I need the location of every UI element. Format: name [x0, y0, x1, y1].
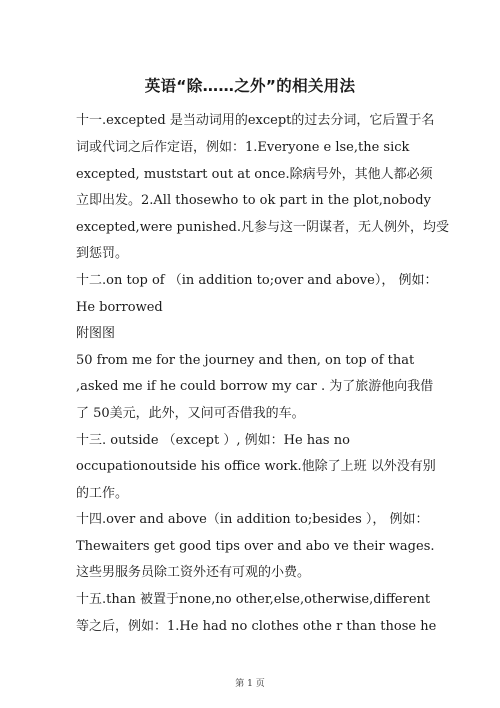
- image-placeholder-label: 附图图: [76, 326, 116, 341]
- text-line: 50 from me for the journey and then, on top of that: [76, 353, 415, 368]
- document-title: 英语“除……之外”的相关用法: [144, 77, 356, 95]
- text-line: 词或代词之后作定语，例如：1.Everyone e lse,the sick: [76, 140, 410, 155]
- text-line: 的工作。: [76, 486, 129, 501]
- text-line: 到惩罚。: [76, 246, 129, 261]
- text-line: 这些男服务员除工资外还有可观的小费。: [76, 565, 311, 580]
- text-line: ,asked me if he could borrow my car . 为了旅游他向我借: [76, 379, 434, 394]
- text-line: 了 50美元，此外，又问可否借我的车。: [76, 406, 305, 421]
- page-number: 第 1 页: [235, 679, 265, 689]
- text-line: 十四.over and above（in addition to;besides ）， 例如：: [76, 512, 429, 527]
- text-line: excepted, muststart out at once.除病号外，其他人都必须: [76, 167, 433, 182]
- text-line: Thewaiters get good tips over and abo ve their wages.: [76, 539, 435, 554]
- text-line: 等之后，例如：1.He had no clothes othe r than those he: [76, 619, 437, 634]
- text-line: 十一.excepted 是当动词用的except的过去分词，它后置于名: [76, 113, 435, 128]
- text-line: He borrowed: [76, 300, 163, 315]
- text-line: excepted,were punished.凡参与这一阴谋者，无人例外，均受: [76, 220, 449, 235]
- text-line: 十五.than 被置于none,no other,else,otherwise,different: [76, 592, 431, 607]
- text-line: occupationoutside his office work.他除了上班 以外没有别: [76, 459, 436, 474]
- text-line: 十三. outside （except ）, 例如：He has no: [76, 433, 350, 448]
- text-line: 十二.on top of （in addition to;over and above）， 例如：: [76, 273, 438, 288]
- text-line: 立即出发。2.All thosewho to ok part in the plot,nobody: [76, 193, 431, 208]
